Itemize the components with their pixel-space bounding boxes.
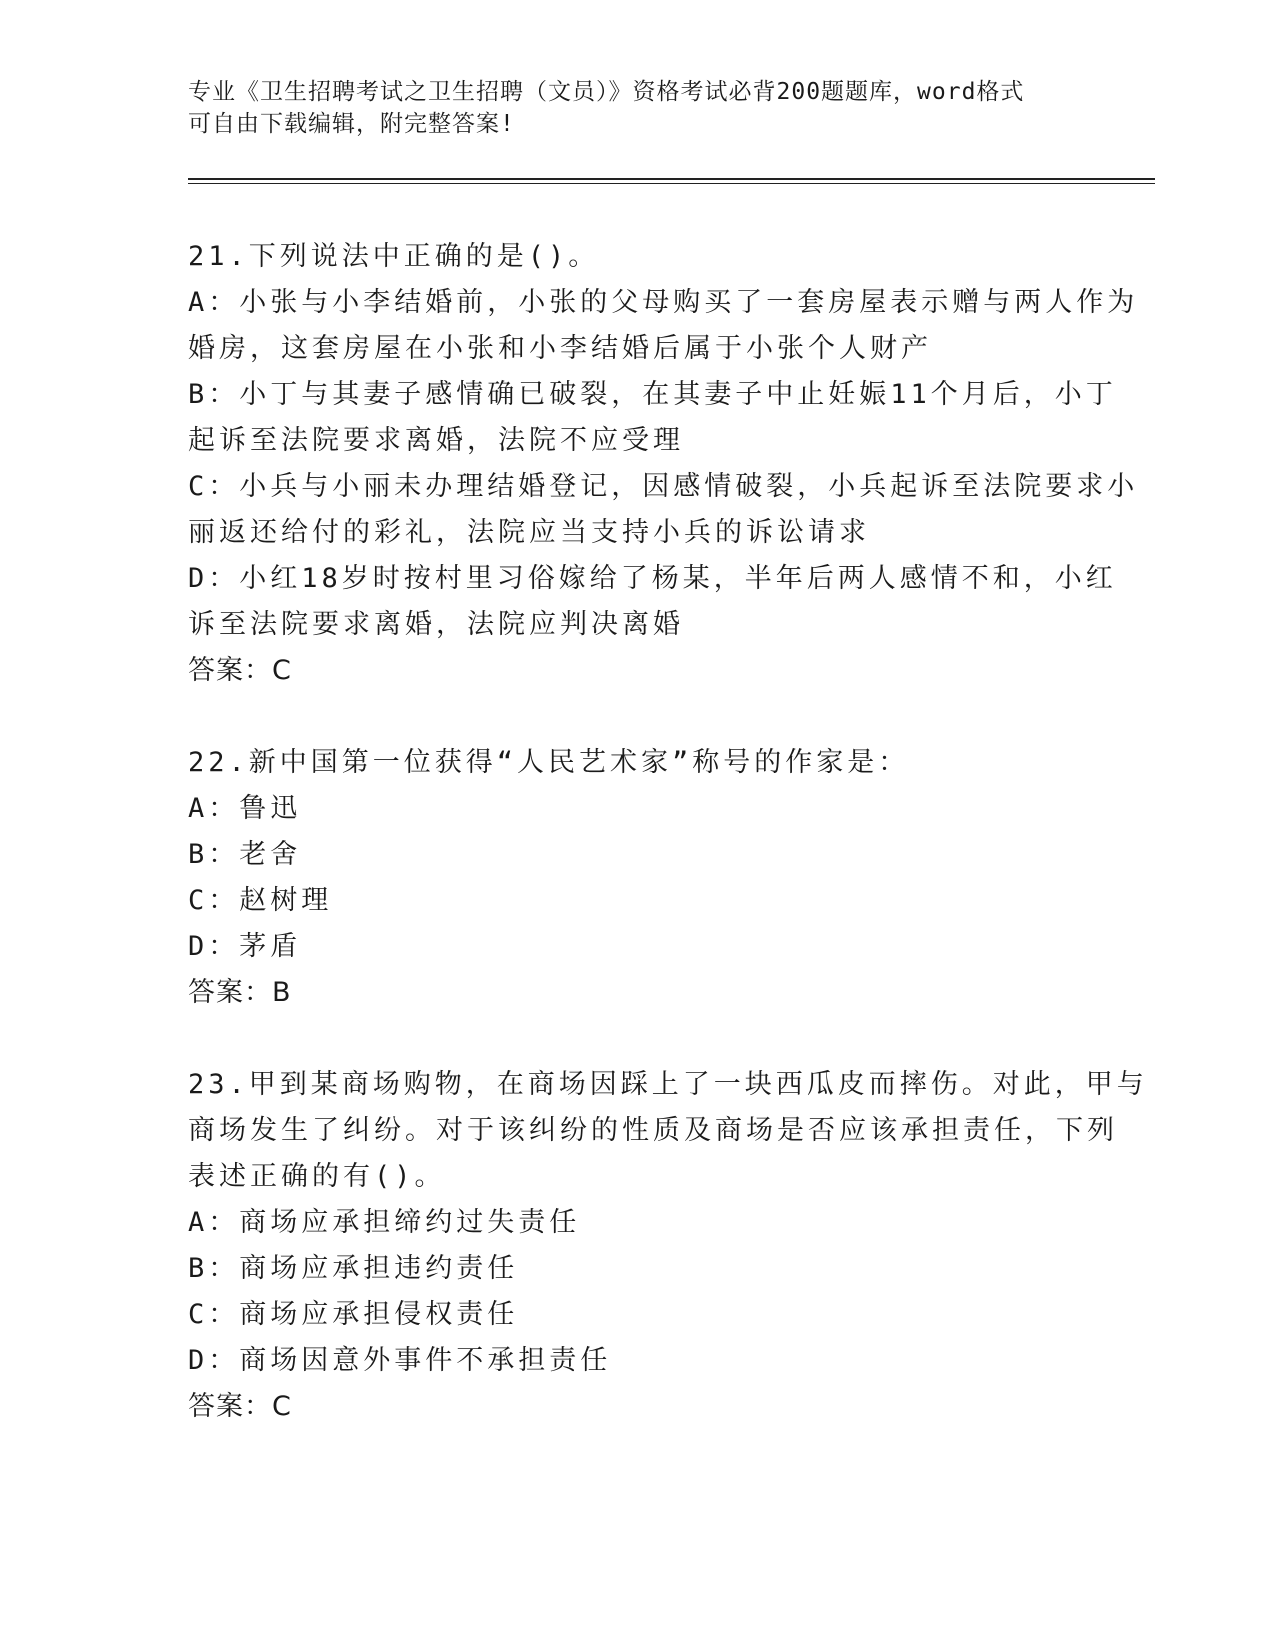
option-line: A：商场应承担缔约过失责任: [188, 1207, 581, 1238]
header-divider-thick: [188, 178, 1155, 180]
option-line: C：小兵与小丽未办理结婚登记，因感情破裂，小兵起诉至法院要求小: [188, 471, 1139, 502]
option-line: 婚房，这套房屋在小张和小李结婚后属于小张个人财产: [188, 333, 932, 364]
question-list: [188, 234, 1148, 1476]
question-line: 23.甲到某商场购物，在商场因踩上了一块西瓜皮而摔伤。对此，甲与: [188, 1069, 1148, 1100]
question-line: 22.新中国第一位获得“人民艺术家”称号的作家是：: [188, 747, 910, 778]
option-line: C：商场应承担侵权责任: [188, 1299, 519, 1330]
option-line: B：老舍: [188, 839, 302, 870]
option-line: A：鲁迅: [188, 793, 302, 824]
answer-line: 答案：B: [188, 977, 292, 1008]
option-line: A：小张与小李结婚前，小张的父母购买了一套房屋表示赠与两人作为: [188, 287, 1139, 318]
answer-line: 答案：C: [188, 655, 292, 686]
question-23: [188, 1062, 1148, 1430]
answer-line: 答案：C: [188, 1391, 292, 1422]
question-line: 表述正确的有()。: [188, 1161, 446, 1192]
option-line: D：小红18岁时按村里习俗嫁给了杨某，半年后两人感情不和，小红: [188, 563, 1117, 594]
question-21: [188, 234, 1139, 694]
option-line: B：小丁与其妻子感情确已破裂，在其妻子中止妊娠11个月后，小丁: [188, 379, 1117, 410]
option-line: 诉至法院要求离婚，法院应判决离婚: [188, 609, 684, 640]
header-line-2: 可自由下载编辑，附完整答案!: [188, 111, 515, 137]
option-line: D：茅盾: [188, 931, 302, 962]
question-22: [188, 740, 1088, 1016]
option-line: D：商场因意外事件不承担责任: [188, 1345, 612, 1376]
question-line: 商场发生了纠纷。对于该纠纷的性质及商场是否应该承担责任，下列: [188, 1115, 1118, 1146]
option-line: 丽返还给付的彩礼，法院应当支持小兵的诉讼请求: [188, 517, 870, 548]
option-line: C：赵树理: [188, 885, 333, 916]
option-line: B：商场应承担违约责任: [188, 1253, 519, 1284]
document-header: [188, 76, 1088, 140]
header-divider-thin: [188, 183, 1155, 184]
question-line: 21.下列说法中正确的是()。: [188, 241, 600, 272]
header-line-1: 专业《卫生招聘考试之卫生招聘（文员）》资格考试必背200题题库，word格式: [188, 79, 1025, 105]
option-line: 起诉至法院要求离婚，法院不应受理: [188, 425, 684, 456]
